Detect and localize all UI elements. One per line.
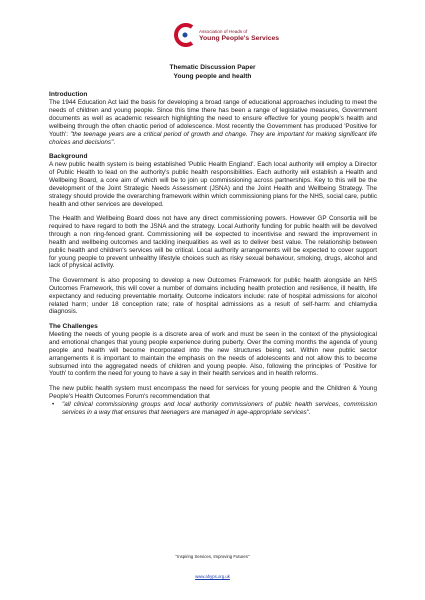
logo-text (199, 29, 279, 43)
introduction-paragraph (49, 99, 377, 146)
introduction-quote: "the teenage years are a critical period of growth and change. They are important for making significant life choices and decisions" (49, 130, 377, 146)
background-paragraph-1: A new public health system is being established 'Public Health England'. Each local authority will employ a Director of Public Health to lead on the authority's public health responsibilities. Each authority will establish a Health and Wellbeing Board, a core aim of which will be to join up commissioning across partnerships. Key to this will be the development of the Joint Strategic Needs Assessment (JSNA) and the Joint Health and Wellbeing Strategy. The strategy should provide the overarching framework within which commissioning plans for the NHS, social care, public health and other services are developed. (49, 161, 377, 208)
logo-small-text: Association of Heads of (199, 29, 248, 34)
introduction-text: The 1944 Education Act laid the basis for developing a broad range of educational approaches including to meet the needs of children and young people. Since this time there has been a range of legislative measures, Government documents as well as academic research highlighting the need to ensure effective for young people's health and wellbeing through the often chaotic period of adolescence. Most recently the Government has produced 'Positive for Youth': (49, 99, 377, 138)
background-heading: Background (49, 153, 88, 161)
document-title: Thematic Discussion Paper (169, 64, 256, 71)
footer-website-link[interactable]: www.ahyps.org.uk (195, 574, 230, 579)
challenges-list (49, 401, 377, 417)
document-body (49, 91, 377, 416)
challenges-paragraph-1: Meeting the needs of young people is a discrete area of work and must be seen in the context of the physiological and emotional changes that young people experience during puberty. Over the coming months the agenda of young people and health will become incorporated into the new structures being set. Within new public sector arrangements it is important to maintain the emphasis on the needs of adolescents and not allow this to become subsumed into the aggregated needs of children and young people. Also, following the principles of 'Positive for Youth' to confirm the need for young to have a say in their health services and in health reforms. (49, 330, 377, 378)
challenges-list-item (52, 400, 377, 417)
challenges-paragraph-2: The new public health system must encompass the need for services for young people and the Children & Young People's Health Outcomes Forum's recommendation that (49, 384, 377, 400)
introduction-heading: Introduction (49, 91, 88, 98)
logo-name: Young People's Services (199, 34, 280, 42)
introduction-end: . (113, 138, 116, 146)
footer-tagline: "Inspiring Services, Improving Futures" (175, 554, 250, 559)
title-block (0, 64, 425, 81)
organisation-logo (172, 22, 287, 50)
document-subtitle: Young people and health (173, 72, 252, 80)
challenges-list-item-text: "all clinical commissioning groups and local authority commissioners of public health services, commission services in a way that ensures that teenagers are managed in age-appropriate services". (62, 400, 377, 416)
background-paragraph-3: The Government is also proposing to develop a new Outcomes Framework for public health alongside an NHS Outcomes Framework, this will cover a number of domains including health protection and resilience, ill health, life expectancy and reducing preventable mortality. Outcome indicators include: rate of hospital admissions for alcohol related harm; under 18 conception rate; rate of hospital admissions as a result of self-harm: and chlamydia diagnosis. (49, 276, 377, 316)
logo-c-icon (172, 22, 198, 48)
bullet-icon: • (52, 400, 55, 408)
challenges-heading: The Challenges (49, 322, 98, 330)
background-paragraph-2: The Health and Wellbeing Board does not have any direct commissioning powers. However GP Consortia will be required to have regard to both the JSNA and the strategy. Local Authority funding for public health will be devolved through a non ring-fenced grant. Commissioning will be expected to incentivise and reward the improvement in health and wellbeing outcomes and tackling inequalities as well as to deliver best value. The relationship between public health and children's services will be critical. Local authority arrangements will be expected to cover support for young people to prevent unhealthy lifestyle choices such as risky sexual behaviour, smoking, drugs, alcohol and lack of physical activity. (49, 215, 377, 270)
